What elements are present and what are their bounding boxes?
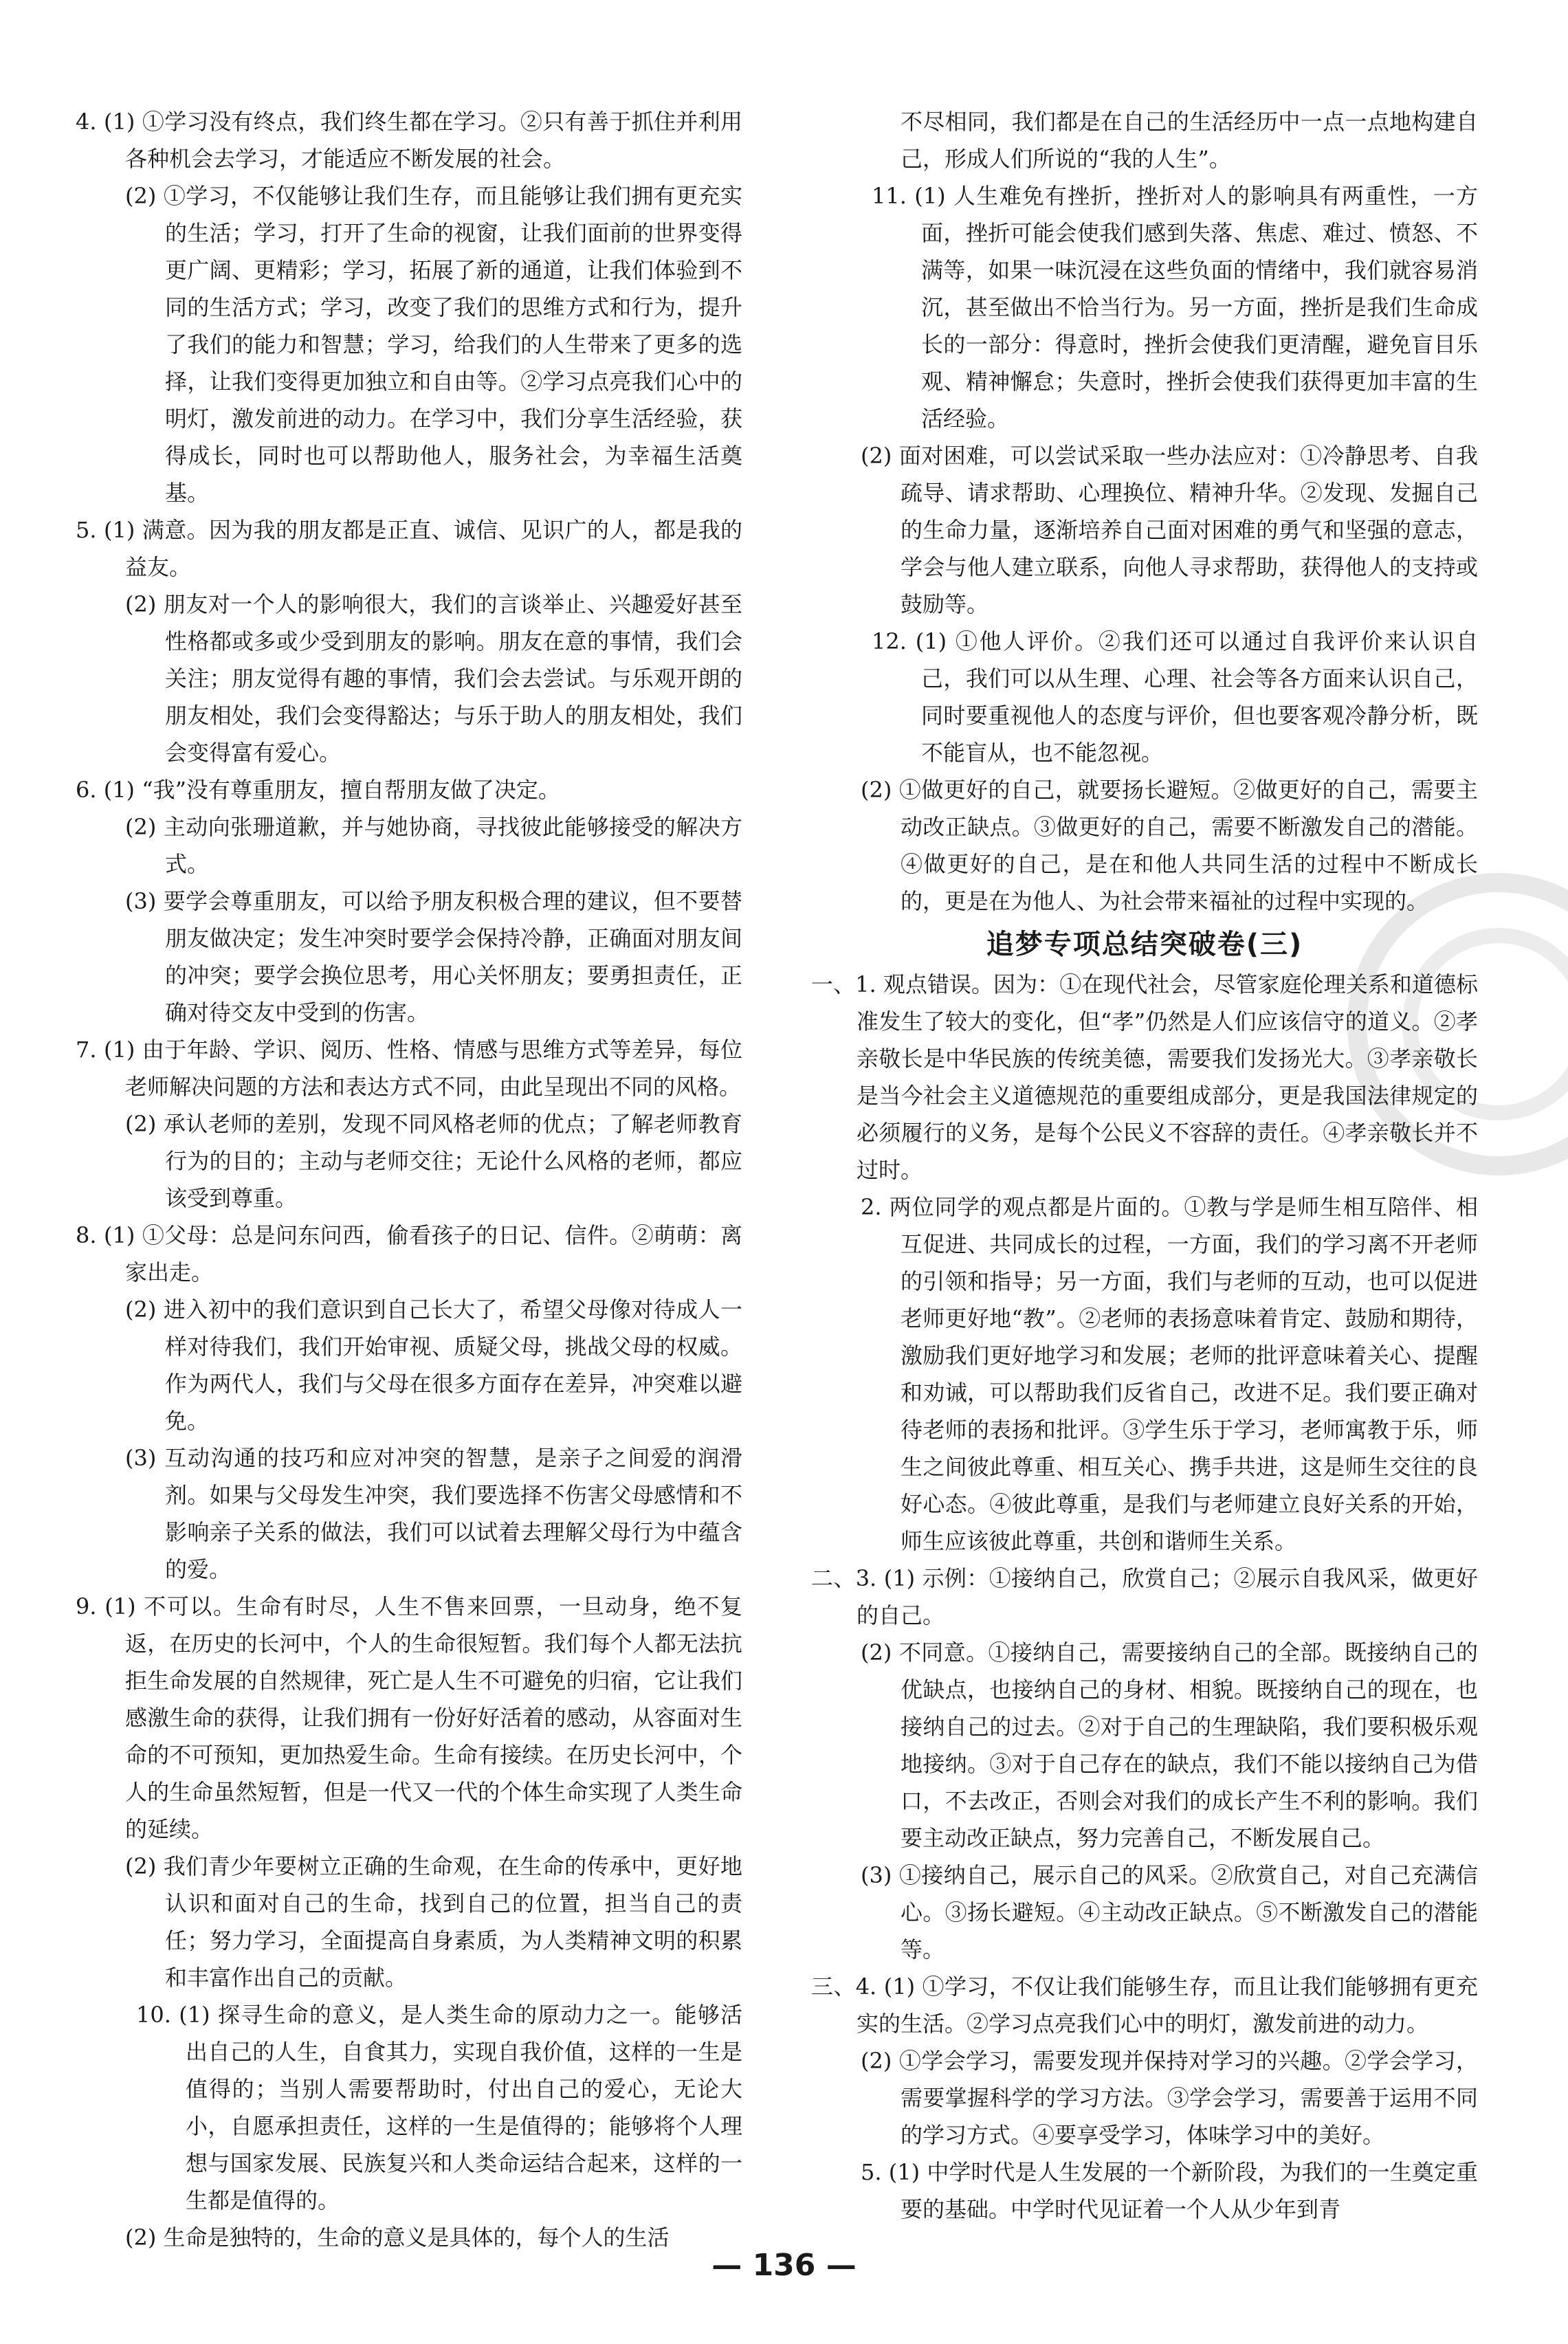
right-column bbox=[811, 103, 1478, 2228]
section-title: 追梦专项总结突破卷(三) bbox=[986, 929, 1303, 960]
answer-paragraph: 7. (1) 由于年龄、学识、阅历、性格、情感与思维方式等差异，每位老师解决问题的方法和表达方式不同，由此呈现出不同的风格。 bbox=[76, 1037, 742, 1100]
answer-paragraph: 一、1. 观点错误。因为：①在现代社会，尽管家庭伦理关系和道德标准发生了较大的变化，但“孝”仍然是人们应该信守的道义。②孝亲敬长是中华民族的传统美德，需要我们发扬光大。③孝亲敬长是当今社会主义道德规范的重要组成部分，更是我国法律规定的必须履行的义务，是每个公民义不容辞的责任。④孝亲敬长并不过时。 bbox=[811, 971, 1478, 1183]
answer-paragraph: (2) 生命是独特的，生命的意义是具体的，每个人的生活 bbox=[125, 2224, 670, 2251]
answer-paragraph: (2) 进入初中的我们意识到自己长大了，希望父母像对待成人一样对待我们，我们开始审视、质疑父母，挑战父母的权威。作为两代人，我们与父母在很多方面存在差异，冲突难以避免。 bbox=[125, 1296, 742, 1434]
answer-paragraph: 11. (1) 人生难免有挫折，挫折对人的影响具有两重性，一方面，挫折可能会使我们感到失落、焦虑、难过、愤怒、不满等，如果一味沉浸在这些负面的情绪中，我们就容易消沉，甚至做出不恰当行为。另一方面，挫折是我们生命成长的一部分：得意时，挫折会使我们更清醒，避免盲目乐观、精神懈怠；失意时，挫折会使我们获得更加丰富的生活经验。 bbox=[872, 183, 1478, 432]
answer-paragraph: (2) 我们青少年要树立正确的生命观，在生命的传承中，更好地认识和面对自己的生命，找到自己的位置，担当自己的责任；努力学习，全面提高自身素质，为人类精神文明的积累和丰富作出自己的贡献。 bbox=[125, 1853, 742, 1991]
answer-paragraph: 不尽相同，我们都是在自己的生活经历中一点一点地构建自己，形成人们所说的“我的人生”。 bbox=[901, 109, 1478, 172]
answer-paragraph: (2) 朋友对一个人的影响很大，我们的言谈举止、兴趣爱好甚至性格都或多或少受到朋友的影响。朋友在意的事情，我们会关注；朋友觉得有趣的事情，我们会去尝试。与乐观开朗的朋友相处，我们会变得豁达；与乐于助人的朋友相处，我们会变得富有爱心。 bbox=[125, 591, 742, 766]
answer-paragraph: (2) 承认老师的差别，发现不同风格老师的优点；了解老师教育行为的目的；主动与老师交往；无论什么风格的老师，都应该受到尊重。 bbox=[125, 1111, 742, 1211]
answer-paragraph: 12. (1) ①他人评价。②我们还可以通过自我评价来认识自己，我们可以从生理、心理、社会等各方面来认识自己，同时要重视他人的态度与评价，但也要客观冷静分析，既不能盲从，也不能忽视。 bbox=[872, 628, 1478, 766]
answer-paragraph: 三、4. (1) ①学习，不仅让我们能够生存，而且让我们能够拥有更充实的生活。②学习点亮我们心中的明灯，激发前进的动力。 bbox=[811, 1973, 1478, 2037]
answer-paragraph: 二、3. (1) 示例：①接纳自己，欣赏自己；②展示自我风采，做更好的自己。 bbox=[811, 1565, 1478, 1628]
left-column bbox=[76, 103, 742, 2256]
answer-paragraph: (2) 面对困难，可以尝试采取一些办法应对：①冷静思考、自我疏导、请求帮助、心理换位、精神升华。②发现、发掘自己的生命力量，逐渐培养自己面对困难的勇气和坚强的意志，学会与他人建立联系，向他人寻求帮助，获得他人的支持或鼓励等。 bbox=[861, 443, 1478, 617]
answer-paragraph: (2) ①学习，不仅能够让我们生存，而且能够让我们拥有更充实的生活；学习，打开了生命的视窗，让我们面前的世界变得更广阔、更精彩；学习，拓展了新的通道，让我们体验到不同的生活方式；学习，改变了我们的思维方式和行为，提升了我们的能力和智慧；学习，给我们的人生带来了更多的选择，让我们变得更加独立和自由等。②学习点亮我们心中的明灯，激发前进的动力。在学习中，我们分享生活经验，获得成长，同时也可以帮助他人，服务社会，为幸福生活奠基。 bbox=[125, 183, 742, 506]
answer-paragraph: (2) ①学会学习，需要发现并保持对学习的兴趣。②学会学习，需要掌握科学的学习方法。③学会学习，需要善于运用不同的学习方式。④要享受学习，体味学习中的美好。 bbox=[861, 2048, 1478, 2148]
answer-paragraph: 5. (1) 中学时代是人生发展的一个新阶段，为我们的一生奠定重要的基础。中学时代见证着一个人从少年到青 bbox=[861, 2159, 1478, 2222]
answer-paragraph: 5. (1) 满意。因为我的朋友都是正直、诚信、见识广的人，都是我的益友。 bbox=[76, 517, 742, 580]
answer-paragraph: (2) 不同意。①接纳自己，需要接纳自己的全部。既接纳自己的优缺点，也接纳自己的身材、相貌。既接纳自己的现在，也接纳自己的过去。②对于自己的生理缺陷，我们要积极乐观地接纳。③对于自己存在的缺点，我们不能以接纳自己为借口，不去改正，否则会对我们的成长产生不利的影响。我们要主动改正缺点，努力完善自己，不断发展自己。 bbox=[861, 1639, 1478, 1851]
answer-paragraph: (3) 要学会尊重朋友，可以给予朋友积极合理的建议，但不要替朋友做决定；发生冲突时要学会保持冷静，正确面对朋友间的冲突；要学会换位思考，用心关怀朋友；要勇担责任，正确对待交友中受到的伤害。 bbox=[125, 888, 742, 1026]
answer-paragraph: 10. (1) 探寻生命的意义，是人类生命的原动力之一。能够活出自己的人生，自食其力，实现自我价值，这样的一生是值得的；当别人需要帮助时，付出自己的爱心，无论大小，自愿承担责任，这样的一生是值得的；能够将个人理想与国家发展、民族复兴和人类命运结合起来，这样的一生都是值得的。 bbox=[136, 2002, 742, 2213]
answer-paragraph: 4. (1) ①学习没有终点，我们终生都在学习。②只有善于抓住并利用各种机会去学习，才能适应不断发展的社会。 bbox=[76, 109, 742, 172]
answer-paragraph: 6. (1) “我”没有尊重朋友，擅自帮朋友做了决定。 bbox=[76, 777, 560, 803]
page-number: — 136 — bbox=[711, 2248, 857, 2283]
answer-paragraph: 8. (1) ①父母：总是问东问西，偷看孩子的日记、信件。②萌萌：离家出走。 bbox=[76, 1222, 742, 1285]
answer-paragraph: (3) 互动沟通的技巧和应对冲突的智慧，是亲子之间爱的润滑剂。如果与父母发生冲突，我们要选择不伤害父母感情和不影响亲子关系的做法，我们可以试着去理解父母行为中蕴含的爱。 bbox=[125, 1445, 742, 1582]
answer-paragraph: (3) ①接纳自己，展示自己的风采。②欣赏自己，对自己充满信心。③扬长避短。④主动改正缺点。⑤不断激发自己的潜能等。 bbox=[861, 1862, 1478, 1962]
answer-paragraph: (2) 主动向张珊道歉，并与她协商，寻找彼此能够接受的解决方式。 bbox=[125, 814, 742, 877]
answer-paragraph: 9. (1) 不可以。生命有时尽，人生不售来回票，一旦动身，绝不复返，在历史的长河中，个人的生命很短暂。我们每个人都无法抗拒生命发展的自然规律，死亡是人生不可避免的归宿，它让我们感激生命的获得，让我们拥有一份好好活着的感动，从容面对生命的不可预知，更加热爱生命。生命有接续。在历史长河中，个人的生命虽然短暂，但是一代又一代的个体生命实现了人类生命的延续。 bbox=[76, 1593, 742, 1842]
answer-paragraph: (2) ①做更好的自己，就要扬长避短。②做更好的自己，需要主动改正缺点。③做更好的自己，需要不断激发自己的潜能。④做更好的自己，是在和他人共同生活的过程中不断成长的，更是在为他人、为社会带来福祉的过程中实现的。 bbox=[861, 777, 1478, 914]
answer-paragraph: 2. 两位同学的观点都是片面的。①教与学是师生相互陪伴、相互促进、共同成长的过程，一方面，我们的学习离不开老师的引领和指导；另一方面，我们与老师的互动，也可以促进老师更好地“教”。②老师的表扬意味着肯定、鼓励和期待，激励我们更好地学习和发展；老师的批评意味着关心、提醒和劝诫，可以帮助我们反省自己，改进不足。我们要正确对待老师的表扬和批评。③学生乐于学习，老师寓教于乐，师生之间彼此尊重、相互关心、携手共进，这是师生交往的良好心态。④彼此尊重，是我们与老师建立良好关系的开始，师生应该彼此尊重，共创和谐师生关系。 bbox=[861, 1194, 1478, 1554]
